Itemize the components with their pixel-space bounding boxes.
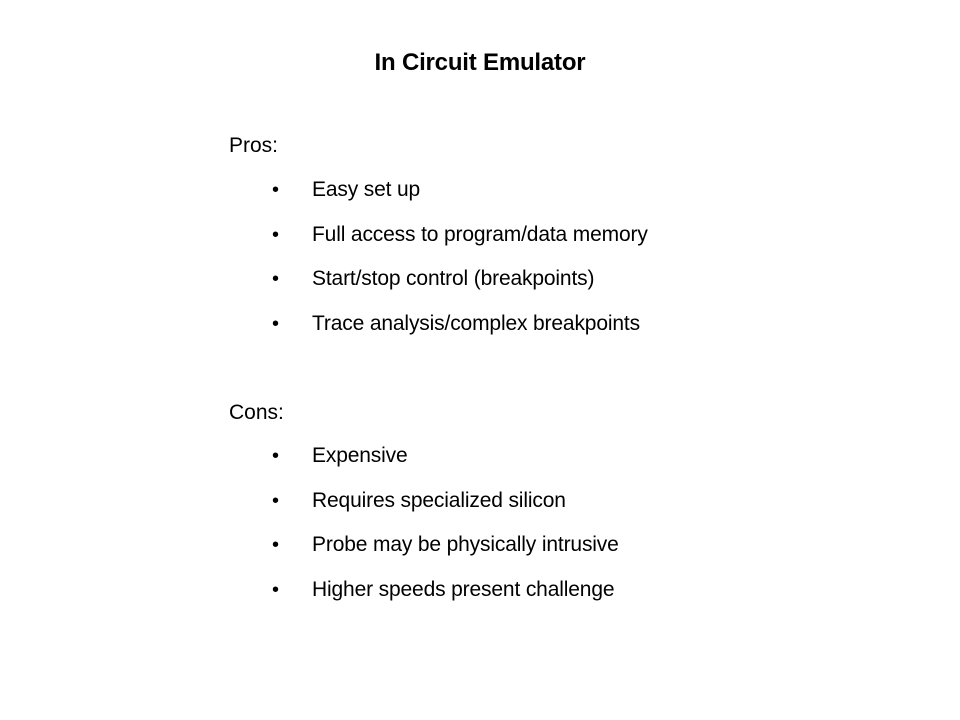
bullet-icon: • <box>272 578 280 601</box>
cons-heading: Cons: <box>229 401 284 424</box>
bullet-icon: • <box>272 268 280 290</box>
slide-title: In Circuit Emulator <box>374 49 586 76</box>
bullet-icon: • <box>272 489 280 512</box>
pros-item-text: Start/stop control (breakpoints) <box>312 267 595 290</box>
pros-heading: Pros: <box>229 134 279 157</box>
bullet-icon: • <box>272 312 280 335</box>
bullet-icon: • <box>272 445 280 467</box>
cons-item-text: Expensive <box>312 444 408 467</box>
bullet-icon: • <box>272 223 280 246</box>
pros-item-text: Easy set up <box>312 178 421 201</box>
cons-item-text: Requires specialized silicon <box>312 488 566 512</box>
pros-item-text: Full access to program/data memory <box>312 222 648 246</box>
bullet-icon: • <box>272 179 280 201</box>
pros-item-text: Trace analysis/complex breakpoints <box>312 311 640 335</box>
cons-item-text: Higher speeds present challenge <box>312 577 615 601</box>
bullet-icon: • <box>272 534 280 556</box>
cons-item-text: Probe may be physically intrusive <box>312 533 619 556</box>
